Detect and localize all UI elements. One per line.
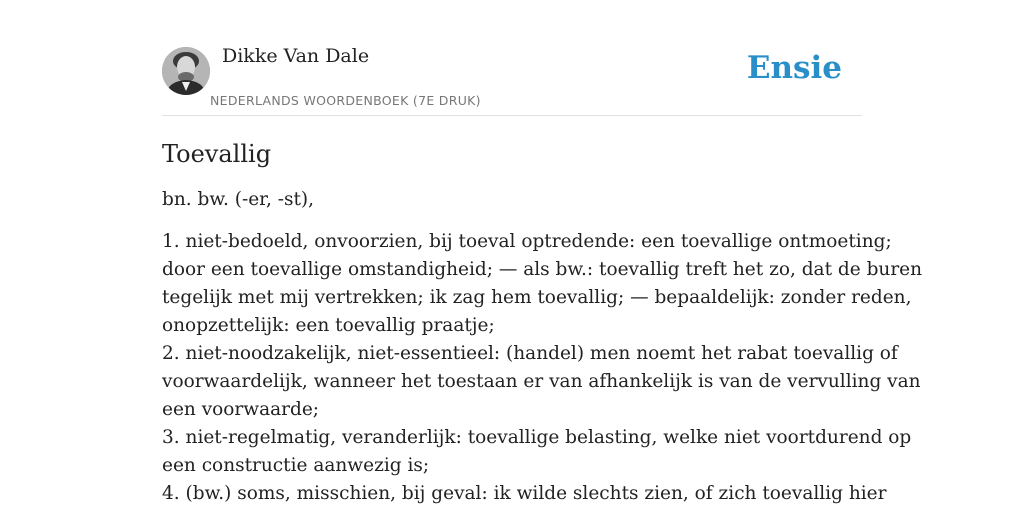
brand-logo[interactable]: Ensie [746, 50, 842, 86]
definition-line: 3. niet-regelmatig, veranderlijk: toevallige belasting, welke niet voortdurend op [162, 427, 912, 448]
definition-line: 2. niet-noodzakelijk, niet-essentieel: (handel) men noemt het rabat toevallig of [162, 343, 898, 364]
portrait-icon [162, 47, 210, 95]
definition-line: 1. niet-bedoeld, onvoorzien, bij toeval optredende: een toevallige ontmoeting; [162, 231, 892, 252]
definition-line: 4. (bw.) soms, misschien, bij geval: ik wilde slechts zien, of zich toevallig hier [162, 483, 887, 504]
header [162, 0, 862, 116]
definition-line: een constructie aanwezig is; [162, 455, 430, 476]
entry-grammar: bn. bw. (-er, -st), [162, 189, 315, 210]
author-avatar[interactable] [162, 47, 210, 95]
definition-line: door een toevallige omstandigheid; — als bw.: toevallig treft het zo, dat de buren [162, 259, 923, 280]
source-label[interactable]: NEDERLANDS WOORDENBOEK (7E DRUK) [210, 93, 481, 108]
author-name[interactable]: Dikke Van Dale [222, 45, 370, 67]
entry-content [162, 138, 923, 508]
definition-line: tegelijk met mij vertrekken; ik zag hem toevallig; — bepaaldelijk: zonder reden, [162, 287, 912, 308]
definition-line: een voorwaarde; [162, 399, 320, 420]
entry-definition [162, 228, 923, 508]
definition-line: voorwaardelijk, wanneer het toestaan er van afhankelijk is van de vervulling van [162, 371, 921, 392]
entry-title: Toevallig [162, 140, 272, 168]
definition-line: onopzettelijk: een toevallig praatje; [162, 315, 495, 336]
